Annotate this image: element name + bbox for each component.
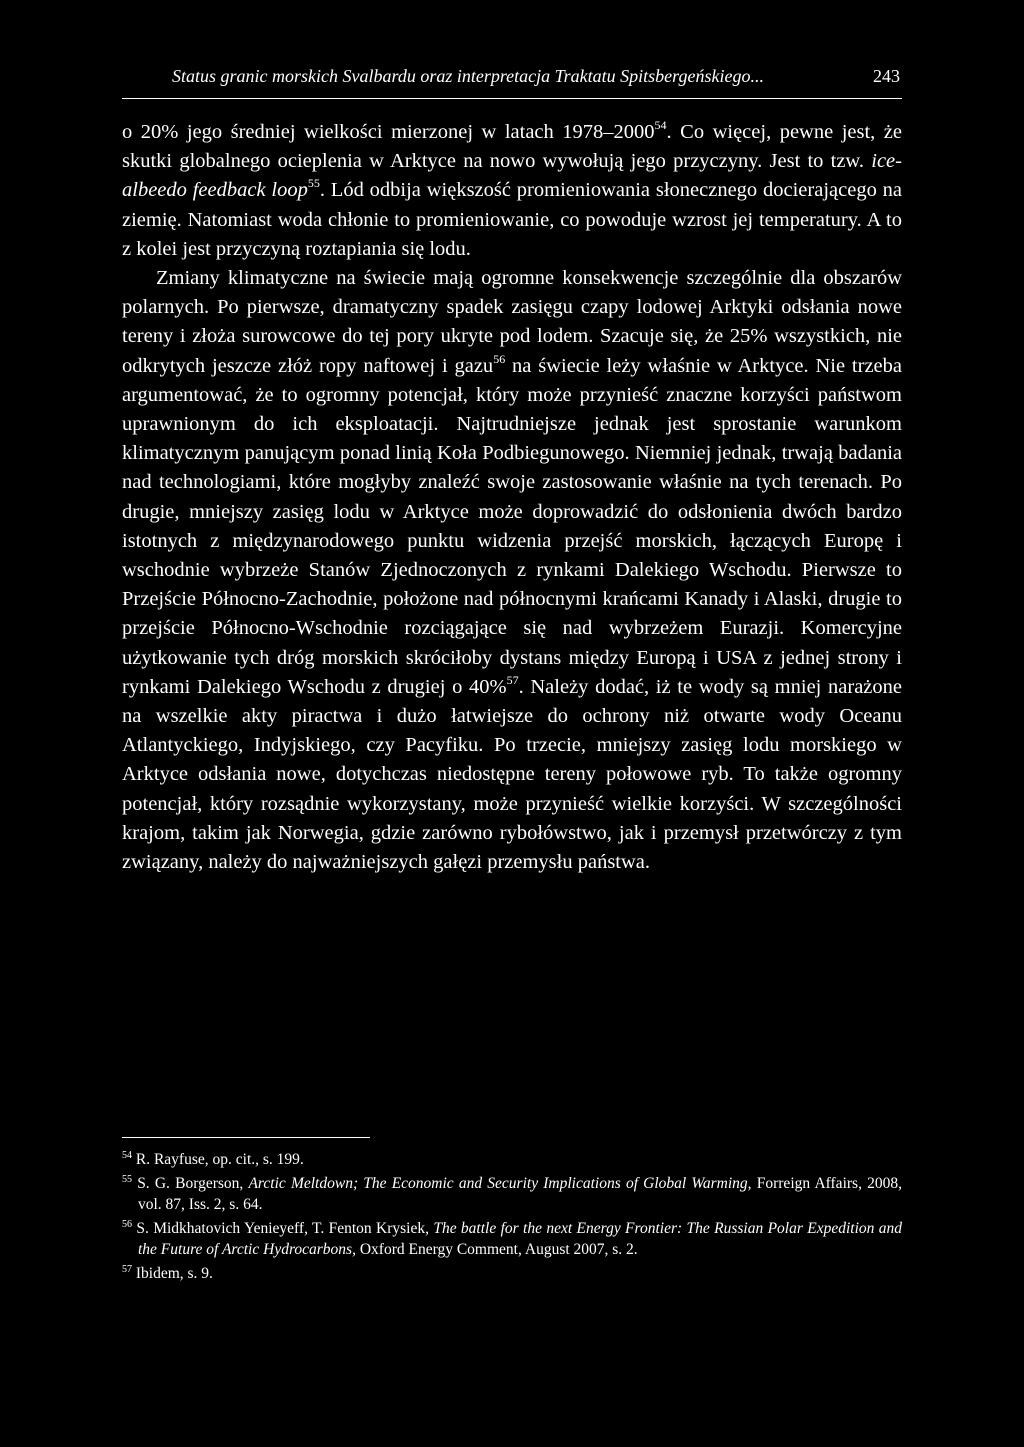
footnote-title: The battle for the next Energy Frontier: The Russian Polar Expedition and the Future of Arctic Hydrocarbons, — [138, 1220, 902, 1258]
footnote-ref-55[interactable]: 55 — [307, 176, 320, 191]
footnote-56: $^{56}$ S. Midkhatovich Yenieyeff, T. Fenton Krysiek, The battle for the next Energy Frontier: The Russian Polar Expedition and the Future of Arctic Hydrocarbons, Oxford Energy Comment, August 2007, s. 2. — [122, 1219, 902, 1258]
running-title: Status granic morskich Svalbardu oraz interpretacja Traktatu Spitsbergeńskiego... — [172, 66, 764, 86]
footnote-number: 55 — [122, 1174, 132, 1186]
italic-term: ice-albeedo feedback loop — [122, 150, 902, 202]
footnote-54: $^{54}$ R. Rayfuse, op. cit., s. 199. — [122, 1150, 304, 1168]
paragraph-1: o 20% jego średniej wielkości mierzonej w latach 1978–2000$^{54}$. Co więcej, pewne jest, że skutki globalnego ocieplenia w Arktyce na nowo wywołują jego przyczyny. Jest to tzw. ice-albeedo feedback loop$^{55}$. Lód odbija większość promieniowania słonecznego docierającego na ziemię. Natomiast woda chłonie to promieniowanie, co powoduje wzrost jej temperatury. A to z kolei jest przyczyną roztapiania się lodu. — [122, 118, 902, 260]
header-rule — [122, 98, 902, 99]
page-number: 243 — [873, 66, 900, 86]
footnote-55: $^{55}$ S. G. Borgerson, Arctic Meltdown; The Economic and Security Implications of Global Warming, Forreign Affairs, 2008, vol. 87, Iss. 2, s. 64. — [122, 1174, 902, 1213]
footnote-rule — [122, 1137, 370, 1138]
footnote-number: 56 — [122, 1219, 132, 1231]
footnote-57: $^{57}$ Ibidem, s. 9. — [122, 1264, 213, 1283]
footnote-number: 54 — [122, 1150, 132, 1161]
footnote-ref-57[interactable]: 57 — [506, 672, 519, 687]
footnote-ref-56[interactable]: 56 — [493, 351, 506, 366]
page-header — [122, 62, 902, 96]
paragraph-2: Zmiany klimatyczne na świecie mają ogromne konsekwencje szczególnie dla obszarów polarnych. Po pierwsze, dramatyczny spadek zasięgu czapy lodowej Arktyki odsłania nowe tereny i złoża surowcowe do tej pory ukryte pod lodem. Szacuje się, że 25% wszystkich, nie odkrytych jeszcze złóż ropy naftowej i gazu$^{56}$ na świecie leży właśnie w Arktyce. Nie trzeba argumentować, że to ogromny potencjał, który może przynieść znaczne korzyści państwom uprawnionym do ich eksploatacji. Najtrudniejsze jednak jest sprostanie warunkom klimatycznym panującym ponad linią Koła Podbiegunowego. Niemniej jednak, trwają badania nad technologiami, które mogłyby znaleźć swoje zastosowanie właśnie na tych terenach. Po drugie, mniejszy zasięg lodu w Arktyce może doprowadzić do odsłonienia dwóch bardzo istotnych z międzynarodowego punktu widzenia przejść morskich, łączących Europę i wschodnie wybrzeże Stanów Zjednoczonych z rynkami Dalekiego Wschodu. Pierwsze to Przejście Północno-Zachodnie, położone nad północnymi krańcami Kanady i Alaski, drugie to przejście Północno-Wschodnie rozciągające się nad wybrzeżem Eurazji. Komercyjne użytkowanie tych dróg morskich skróciłoby dystans między Europą i USA z jednej strony i rynkami Dalekiego Wschodu z drugiej o 40%$^{57}$. Należy dodać, iż te wody są mniej narażone na wszelkie akty piractwa i dużo łatwiejsze do ochrony niż otwarte wody Oceanu Atlantyckiego, Indyjskiego, czy Pacyfiku. Po trzecie, mniejszy zasięg lodu morskiego w Arktyce odsłania nowe, dotychczas niedostępne tereny połowowe ryb. To także ogromny potencjał, który rozsądnie wykorzystany, może przynieść wielkie korzyści. W szczególności krajom, takim jak Norwegia, gdzie zarówno rybołówstwo, jak i przemysł przetwórczy z tym związany, należy do najważniejszych gałęzi przemysłu państwa. — [122, 267, 903, 874]
footnote-ref-54[interactable]: 54 — [654, 118, 667, 132]
body-text — [122, 118, 902, 877]
footnote-title: Arctic Meltdown; The Economic and Security Implications of Global Warming, — [248, 1175, 752, 1193]
footnote-number: 57 — [122, 1264, 132, 1276]
footnotes — [122, 1150, 902, 1288]
